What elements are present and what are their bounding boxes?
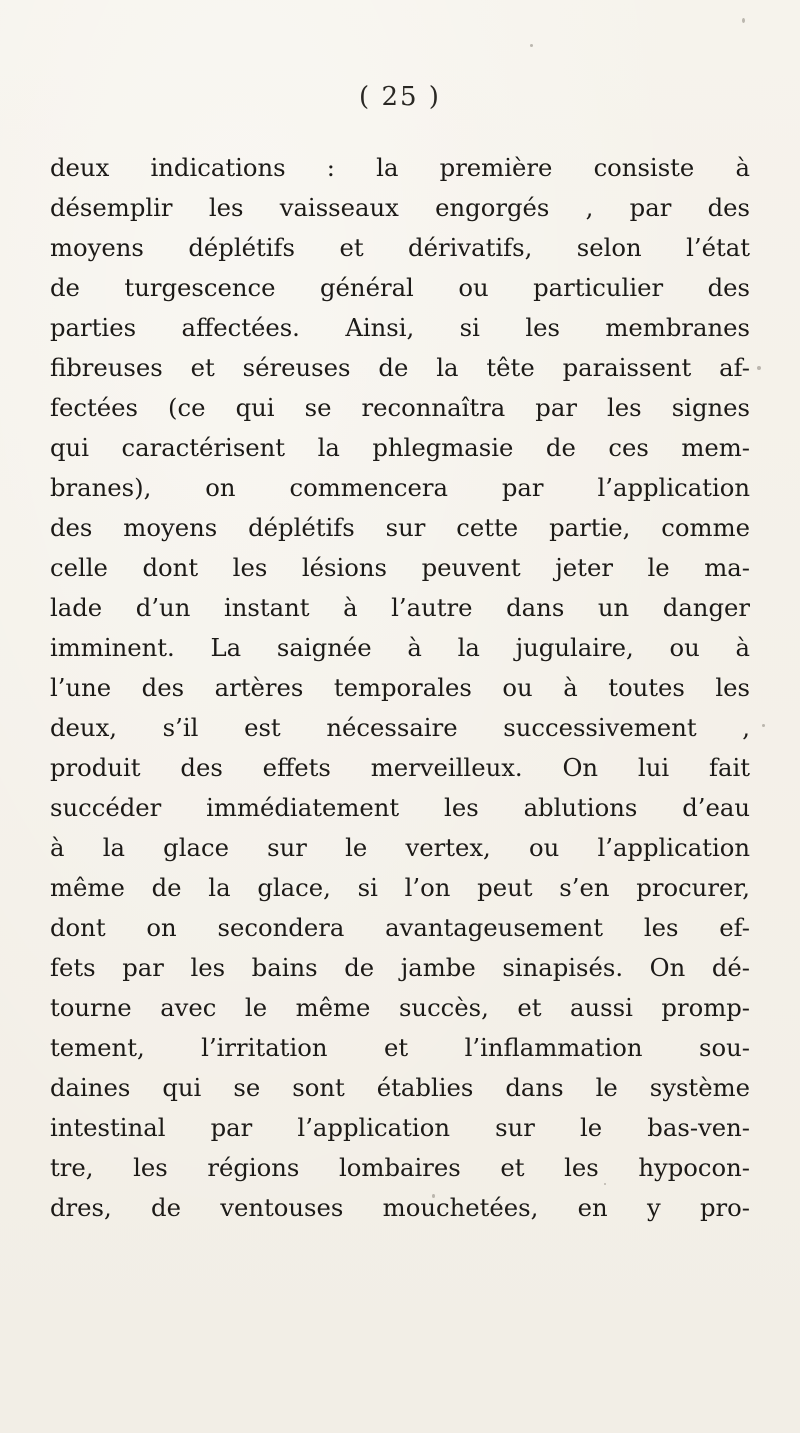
text-line: désemplir les vaisseaux engorgés , par des [50,193,750,222]
text-line: à la glace sur le vertex, ou l’application [50,833,750,862]
text-line: intestinal par l’application sur le bas-ven- [50,1113,750,1142]
text-line: deux, s’il est nécessaire successivement , [50,713,750,742]
text-line: branes), on commencera par l’application [50,473,750,502]
paper-speck [742,18,745,23]
text-line: tourne avec le même succès, et aussi promp- [50,993,750,1022]
text-line: dont on secondera avantageusement les ef- [50,913,750,942]
text-line: fibreuses et séreuses de la tête paraissent af- [50,353,750,382]
paper-speck [762,724,765,727]
text-line: de turgescence général ou particulier des [50,273,750,302]
text-line: dres, de ventouses mouchetées, en y pro- [50,1193,750,1222]
text-line: lade d’un instant à l’autre dans un danger [50,593,750,622]
body-text [50,148,750,1228]
text-line: des moyens déplétifs sur cette partie, comme [50,513,750,542]
text-line: celle dont les lésions peuvent jeter le ma- [50,553,750,582]
paper-speck [757,366,761,370]
text-line: parties affectées. Ainsi, si les membranes [50,313,750,342]
text-line: imminent. La saignée à la jugulaire, ou à [50,633,750,662]
text-line: qui caractérisent la phlegmasie de ces mem- [50,433,750,462]
text-line: deux indications : la première consiste à [50,153,750,182]
text-line: moyens déplétifs et dérivatifs, selon l’état [50,233,750,262]
paper-speck [530,44,533,47]
page-number: ( 25 ) [359,82,441,112]
text-line: produit des effets merveilleux. On lui fait [50,753,750,782]
text-line: fets par les bains de jambe sinapisés. On dé- [50,953,750,982]
text-line: tement, l’irritation et l’inflammation sou- [50,1033,750,1062]
text-line: même de la glace, si l’on peut s’en procurer, [50,873,750,902]
text-line: fectées (ce qui se reconnaîtra par les signes [50,393,750,422]
text-line: tre, les régions lombaires et les hypocon- [50,1153,750,1182]
text-line: l’une des artères temporales ou à toutes les [50,673,750,702]
text-line: daines qui se sont établies dans le système [50,1073,750,1102]
text-line: succéder immédiatement les ablutions d’eau [50,793,750,822]
